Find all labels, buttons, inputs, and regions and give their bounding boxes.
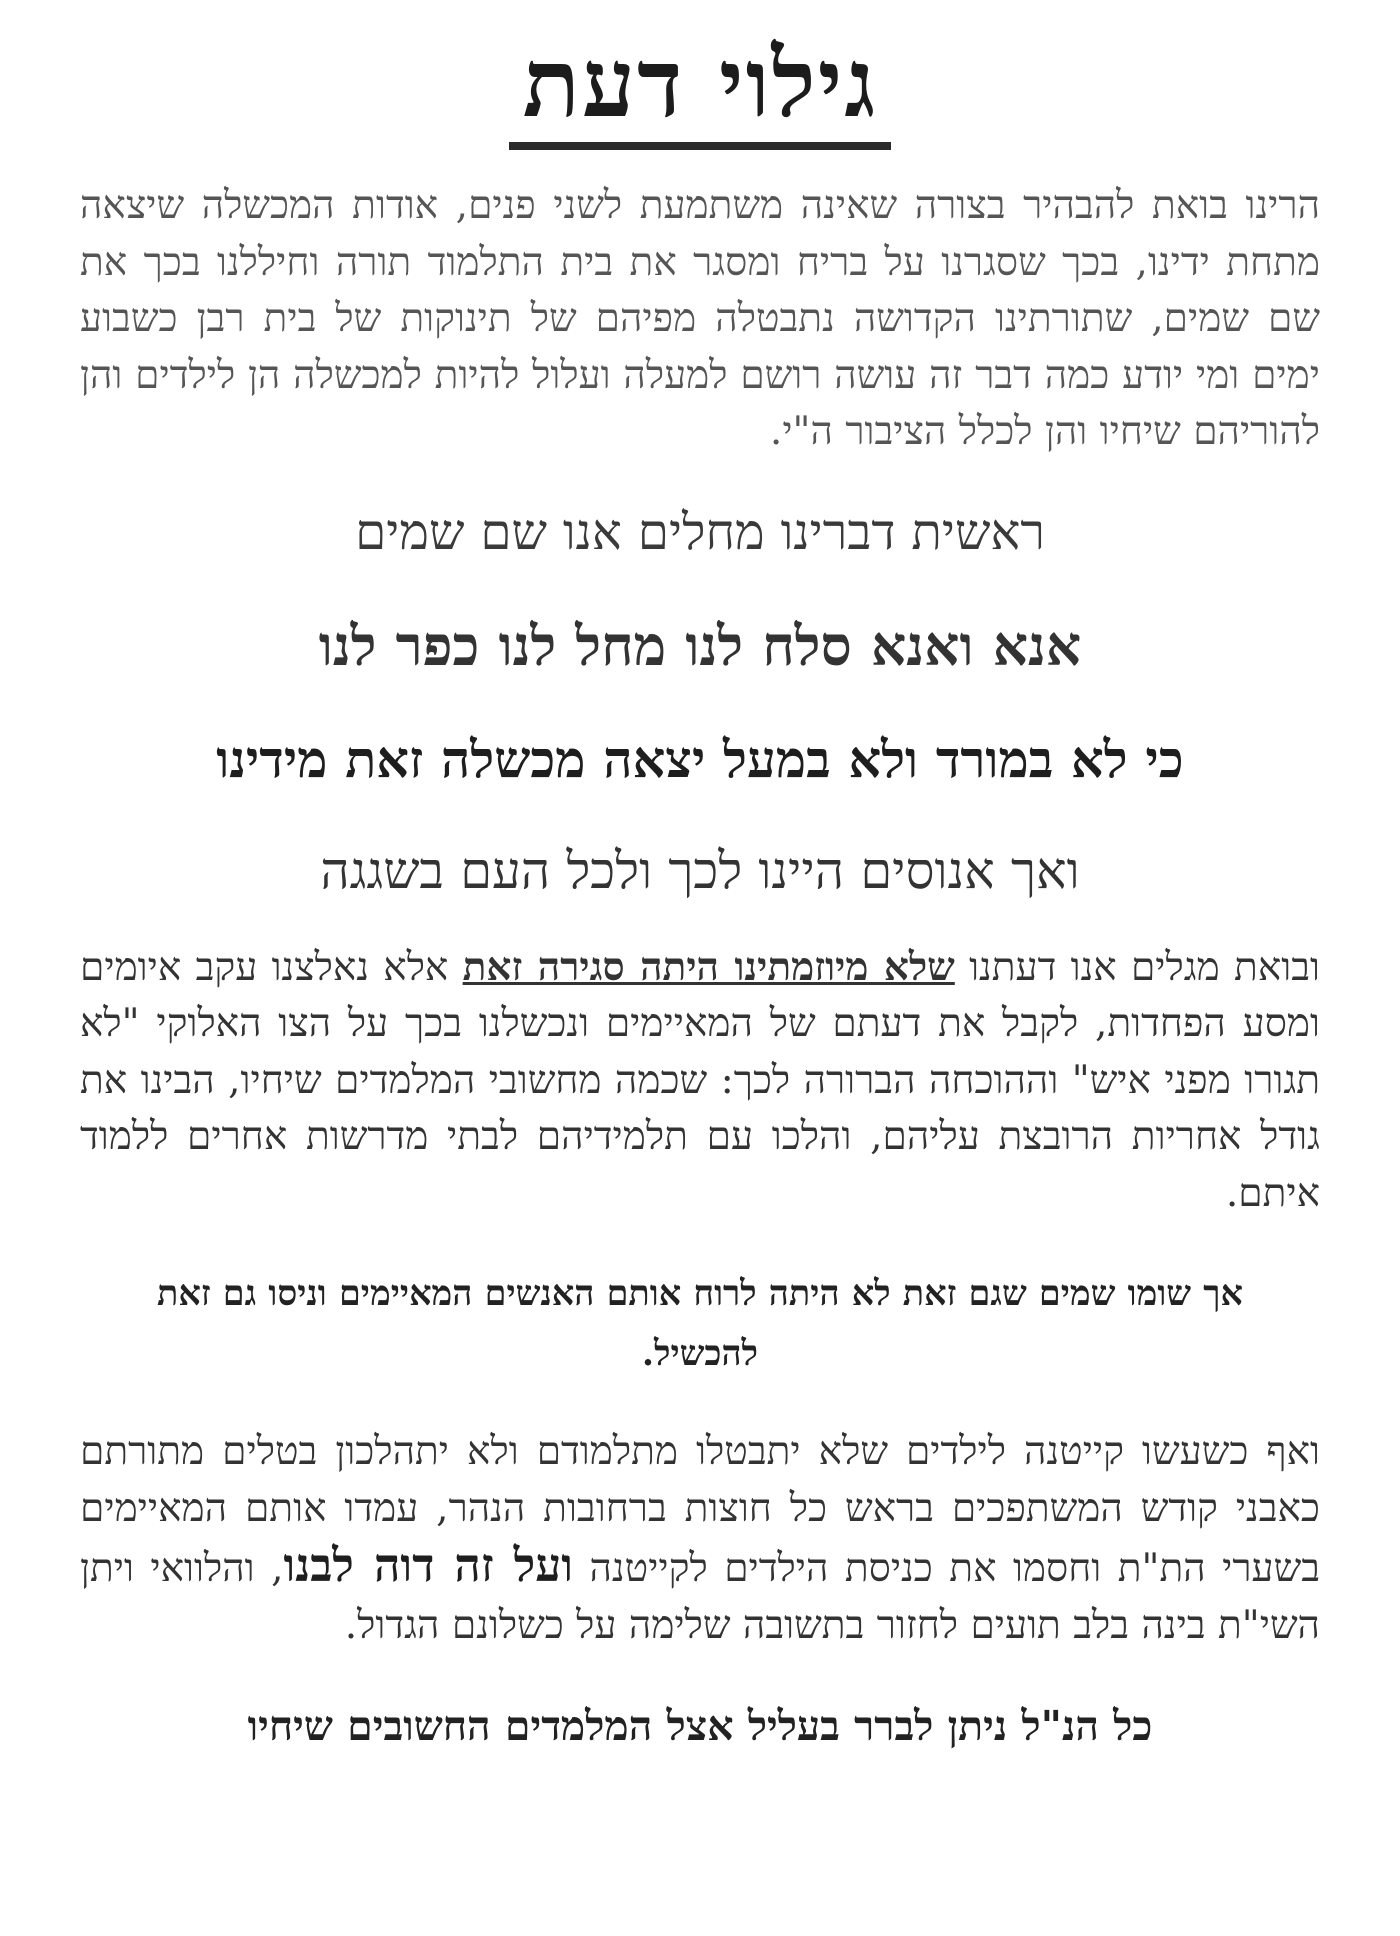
camp-paragraph [80,1424,1320,1654]
explanation-underlined: שלא מיוזמתינו היתה סגירה זאת [462,943,955,990]
apology-line-3: כי לא במורד ולא במעל יצאה מכשלה זאת מידינו [216,729,1184,790]
notice-paragraph: אך שומו שמים שגם זאת לא היתה לרוח אותם האנשים המאיימים וניסו גם זאת להכשיל. [157,1273,1243,1375]
intro-paragraph: הרינו בואת להבהיר בצורה שאינה משתמעת לשני פנים, אודות המכשלה שיצאה מתחת ידינו, בכך שסגרנו על בריח ומסגר את בית התלמוד תורה וחיללנו בכך את שם שמים, שתורתינו הקדושה נתבטלה מפיהם של תינוקות של בית רבן כשבוע ימים ומי יודע כמה דבר זה עושה רושם למעלה ועלול להיות למכשלה הן לילדים והן להוריהם שיחיו והן לכלל הציבור ה"י. [80,183,1320,455]
camp-bold: ועל זה דוה לבנו [283,1538,574,1593]
explanation-start: ובואת מגלים אנו דעתנו [954,944,1320,990]
apology-line-4: ואך אנוסים היינו לכך ולכל העם בשגגה [320,841,1080,901]
camp-rest: , והלוואי ויתן השי"ת בינה בלב תועים לחזור בתשובה שלימה על כשלונם הגדול. [80,1546,1320,1648]
title-text: גילוי דעת [509,30,892,150]
apology-line-2: אנא ואנא סלח לנו מחל לנו כפר לנו [318,612,1082,678]
explanation-paragraph [80,939,1320,1223]
camp-start: ואף כשעשו קייטנה לילדים שלא יתבטלו מתלמודם ולא יתהלכון בטלים מתורתם כאבני קודש המשתפכים בראש כל חוצות ברחובות הנהר, עמדו אותם המאיימים בשערי הת"ת וחסמו את כניסת הילדים לקייטנה [80,1429,1320,1592]
document-title [80,30,1320,150]
explanation-rest: אלא נאלצנו עקב איומים ומסע הפחדות, לקבל את דעתם של המאיימים ונכשלנו בכך על הצו האלוקי "לא תגורו מפני איש" וההוכחה הברורה לכך: שכמה מחשובי המלמדים שיחיו, הבינו את גודל אחריות הרובצת עליהם, והלכו עם תלמידיהם לבתי מדרשות אחרים ללמוד איתם. [80,944,1320,1216]
apology-line-1: ראשית דברינו מחלים אנו שם שמים [355,502,1045,561]
footer-line: כל הנ"ל ניתן לברר בעליל אצל המלמדים החשובים שיחיו [247,1702,1153,1751]
